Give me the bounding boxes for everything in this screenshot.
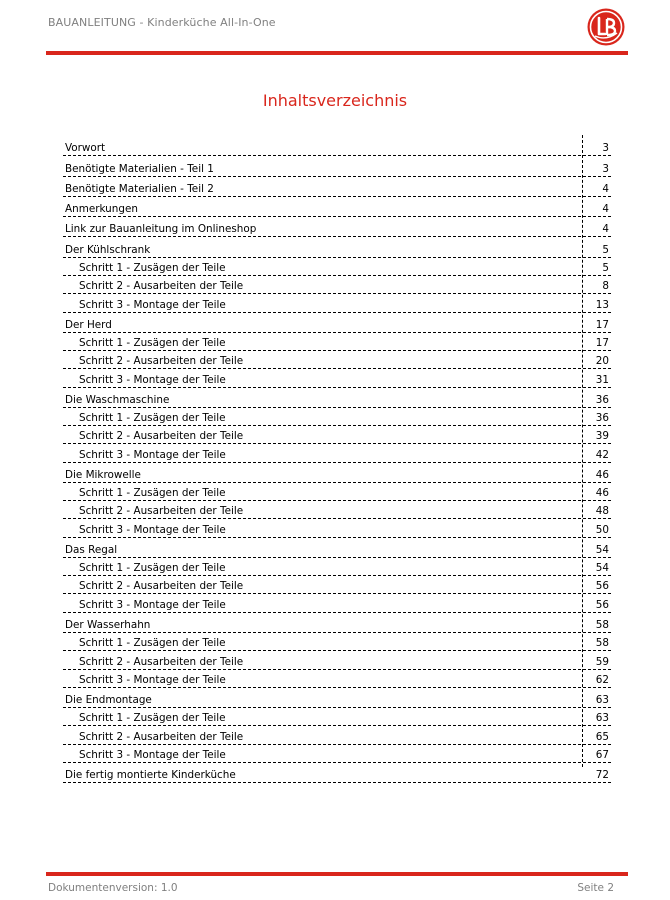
toc-entry-title: Schritt 3 - Montage der Teile [79,448,226,461]
toc-entry-page: 42 [595,448,609,461]
toc-entry-title: Link zur Bauanleitung im Onlineshop [65,223,257,236]
toc-entry[interactable] [63,237,611,257]
toc-entry-title: Schritt 3 - Montage der Teile [79,748,226,761]
toc-entry-title: Schritt 2 - Ausarbeiten der Teile [79,655,244,668]
toc-entry-title: Das Regal [65,543,118,556]
toc-entry[interactable] [63,763,611,783]
toc-entry[interactable] [63,294,611,312]
toc-entry[interactable] [63,156,611,176]
toc-entry[interactable] [63,276,611,294]
toc-entry[interactable] [63,519,611,537]
toc-entry[interactable] [63,217,611,237]
header-title: BAUANLEITUNG - Kinderküche All-In-One [48,16,276,29]
toc-entry-title: Die Mikrowelle [65,468,141,481]
table-of-contents [63,136,611,783]
toc-entry[interactable] [63,633,611,651]
toc-entry-title: Die Endmontage [65,694,152,707]
toc-entry[interactable] [63,708,611,726]
toc-entry-page: 39 [595,430,609,443]
document-version: Dokumentenversion: 1.0 [48,882,178,894]
toc-entry-title: Schritt 3 - Montage der Teile [79,523,226,536]
toc-entry-page: 59 [595,655,609,668]
toc-entry[interactable] [63,501,611,519]
toc-entry-page: 36 [595,412,609,425]
toc-entry[interactable] [63,177,611,197]
toc-entry[interactable] [63,483,611,501]
toc-entry[interactable] [63,688,611,708]
page-number: Seite 2 [577,882,614,894]
toc-entry-title: Schritt 2 - Ausarbeiten der Teile [79,580,244,593]
toc-entry-title: Schritt 1 - Zusägen der Teile [79,487,226,500]
toc-entry-title: Die fertig montierte Kinderküche [65,769,236,782]
toc-entry-title: Schritt 3 - Montage der Teile [79,298,226,311]
toc-entry-page: 31 [595,373,609,386]
toc-entry-title: Schritt 1 - Zusägen der Teile [79,562,226,575]
toc-entry-page: 72 [595,769,609,782]
toc-entry-page: 54 [595,562,609,575]
toc-entry-page: 50 [595,523,609,536]
toc-entry[interactable] [63,197,611,217]
toc-entry-title: Der Wasserhahn [65,619,151,632]
toc-entry[interactable] [63,333,611,351]
toc-entry[interactable] [63,726,611,744]
toc-entry-page: 36 [595,393,609,406]
toc-entry[interactable] [63,670,611,688]
toc-entry-title: Schritt 1 - Zusägen der Teile [79,412,226,425]
toc-entry-page: 5 [602,243,609,256]
toc-entry-page: 58 [595,619,609,632]
toc-entry-title: Schritt 2 - Ausarbeiten der Teile [79,280,244,293]
toc-entry-title: Vorwort [65,142,106,155]
toc-entry[interactable] [63,136,611,156]
toc-entry-title: Schritt 1 - Zusägen der Teile [79,712,226,725]
toc-entry[interactable] [63,613,611,633]
toc-entry-title: Schritt 2 - Ausarbeiten der Teile [79,730,244,743]
toc-entry-page: 63 [595,712,609,725]
toc-heading: Inhaltsverzeichnis [262,91,408,110]
toc-entry-page: 17 [595,337,609,350]
toc-entry-page: 13 [595,298,609,311]
toc-entry-title: Schritt 2 - Ausarbeiten der Teile [79,355,244,368]
toc-entry-title: Der Kühlschrank [65,243,151,256]
toc-entry-title: Schritt 2 - Ausarbeiten der Teile [79,430,244,443]
toc-entry-page: 56 [595,598,609,611]
toc-entry[interactable] [63,313,611,333]
toc-entry-title: Anmerkungen [65,203,138,216]
toc-entry[interactable] [63,426,611,444]
toc-entry[interactable] [63,444,611,462]
toc-entry-page: 65 [595,730,609,743]
toc-entry-page: 62 [595,673,609,686]
toc-entry-title: Schritt 1 - Zusägen der Teile [79,262,226,275]
toc-entry-page: 54 [595,543,609,556]
toc-entry-page: 56 [595,580,609,593]
toc-entry-title: Schritt 3 - Montage der Teile [79,373,226,386]
toc-entry[interactable] [63,258,611,276]
toc-entry[interactable] [63,576,611,594]
toc-entry-title: Benötigte Materialien - Teil 1 [65,162,214,175]
footer-rule [46,872,628,876]
toc-entry-title: Schritt 1 - Zusägen der Teile [79,637,226,650]
toc-entry-page: 8 [602,280,609,293]
toc-entry[interactable] [63,388,611,408]
toc-entry[interactable] [63,463,611,483]
toc-entry-title: Schritt 3 - Montage der Teile [79,598,226,611]
toc-entry-page: 4 [602,203,609,216]
toc-entry-page: 4 [602,223,609,236]
toc-entry-title: Schritt 3 - Montage der Teile [79,673,226,686]
toc-entry-page: 58 [595,637,609,650]
lb-logo-icon [586,7,626,47]
toc-entry-title: Schritt 1 - Zusägen der Teile [79,337,226,350]
toc-entry[interactable] [63,351,611,369]
toc-entry[interactable] [63,651,611,669]
toc-entry-page: 48 [595,505,609,518]
toc-entry-page: 46 [595,468,609,481]
toc-entry-page: 3 [602,162,609,175]
toc-entry-title: Die Waschmaschine [65,393,170,406]
toc-entry-page: 63 [595,694,609,707]
toc-entry-title: Benötigte Materialien - Teil 2 [65,182,214,195]
toc-entry-title: Schritt 2 - Ausarbeiten der Teile [79,505,244,518]
toc-entry[interactable] [63,558,611,576]
toc-entry-page: 46 [595,487,609,500]
toc-entry-page: 67 [595,748,609,761]
toc-entry[interactable] [63,745,611,763]
toc-column-divider [582,135,583,767]
toc-entry-page: 20 [595,355,609,368]
toc-entry-title: Der Herd [65,318,112,331]
toc-entry[interactable] [63,594,611,612]
toc-entry-page: 3 [602,142,609,155]
toc-entry[interactable] [63,369,611,387]
toc-entry[interactable] [63,408,611,426]
toc-entry-page: 5 [602,262,609,275]
toc-entry-page: 4 [602,182,609,195]
header-rule [46,51,628,55]
toc-entry[interactable] [63,538,611,558]
toc-entry-page: 17 [595,318,609,331]
